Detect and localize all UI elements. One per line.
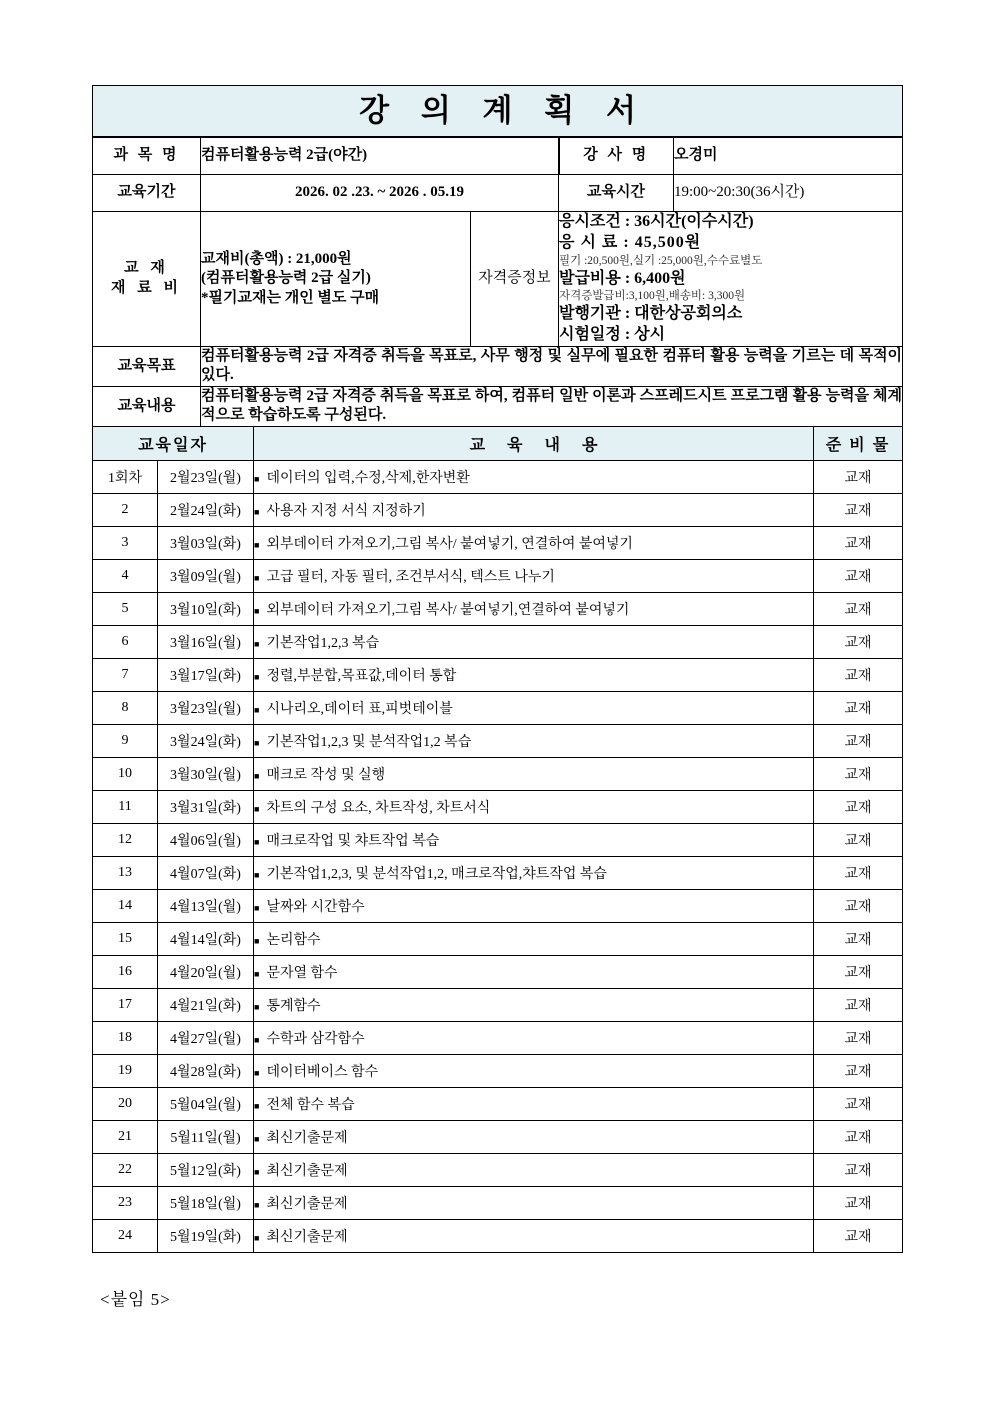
session-number: 22 bbox=[93, 1153, 158, 1186]
session-topic: 문자열 함수 bbox=[266, 965, 338, 981]
session-topic: 기본작업1,2,3 복습 bbox=[266, 635, 380, 651]
schedule-table bbox=[92, 426, 903, 1253]
syllabus-page bbox=[92, 85, 902, 1253]
session-prep: 교재 bbox=[814, 1219, 903, 1252]
session-prep: 교재 bbox=[814, 493, 903, 526]
session-date: 4월27일(월) bbox=[158, 1021, 254, 1054]
session-date: 4월28일(화) bbox=[158, 1054, 254, 1087]
session-number: 16 bbox=[93, 955, 158, 988]
cert-issue-cost: 발급비용 : 6,400원 bbox=[559, 269, 686, 287]
session-prep: 교재 bbox=[814, 691, 903, 724]
session-number: 3 bbox=[93, 526, 158, 559]
session-number: 8 bbox=[93, 691, 158, 724]
session-topic-cell bbox=[254, 1186, 814, 1219]
session-topic-cell bbox=[254, 922, 814, 955]
material-fee-label-line2: 재 료 비 bbox=[111, 279, 182, 296]
material-fee-line-2: (컴퓨터활용능력 2급 실기) bbox=[201, 270, 371, 287]
session-prep: 교재 bbox=[814, 790, 903, 823]
session-date: 3월31일(화) bbox=[158, 790, 254, 823]
session-topic-cell bbox=[254, 889, 814, 922]
session-topic: 외부데이터 가져오기,그림 복사/ 붙여넣기, 연결하여 붙여넣기 bbox=[266, 536, 633, 552]
session-topic-cell bbox=[254, 592, 814, 625]
bullet-icon: ■ bbox=[254, 1199, 260, 1210]
session-date: 3월16일(월) bbox=[158, 625, 254, 658]
table-row bbox=[93, 922, 903, 955]
session-topic: 기본작업1,2,3, 및 분석작업1,2, 매크로작업,챠트작업 복습 bbox=[266, 866, 607, 882]
bullet-icon: ■ bbox=[254, 539, 260, 550]
table-row bbox=[93, 724, 903, 757]
subject-instructor-row bbox=[93, 137, 903, 175]
session-prep: 교재 bbox=[814, 625, 903, 658]
session-topic-cell bbox=[254, 955, 814, 988]
table-row bbox=[93, 790, 903, 823]
table-row bbox=[93, 658, 903, 691]
material-cert-row bbox=[93, 212, 903, 347]
session-prep: 교재 bbox=[814, 526, 903, 559]
session-number: 23 bbox=[93, 1186, 158, 1219]
bullet-icon: ■ bbox=[254, 671, 260, 682]
session-topic-cell bbox=[254, 1153, 814, 1186]
bullet-icon: ■ bbox=[254, 737, 260, 748]
title-row bbox=[93, 86, 903, 138]
session-number: 20 bbox=[93, 1087, 158, 1120]
material-fee-label-line1: 교 재 bbox=[124, 260, 169, 277]
course-info-table bbox=[92, 85, 903, 427]
session-topic: 데이터의 입력,수정,삭제,한자변환 bbox=[266, 470, 470, 486]
session-prep: 교재 bbox=[814, 559, 903, 592]
material-fee-line-1: 교재비(총액) : 21,000원 bbox=[201, 250, 352, 267]
cert-exam-fee-detail: 필기 :20,500원,실기 :25,000원,수수료별도 bbox=[559, 254, 763, 267]
session-number: 24 bbox=[93, 1219, 158, 1252]
session-topic: 정렬,부분합,목표값,데이터 통합 bbox=[266, 668, 457, 684]
bullet-icon: ■ bbox=[254, 704, 260, 715]
session-prep: 교재 bbox=[814, 1054, 903, 1087]
bullet-icon: ■ bbox=[254, 803, 260, 814]
table-row bbox=[93, 988, 903, 1021]
page-title: 강 의 계 획 서 bbox=[359, 92, 648, 128]
schedule-header-content-label: 교 육 내 용 bbox=[469, 436, 607, 454]
session-topic: 전체 함수 복습 bbox=[266, 1097, 355, 1113]
bullet-icon: ■ bbox=[254, 1001, 260, 1012]
table-row bbox=[93, 1186, 903, 1219]
bullet-icon: ■ bbox=[254, 638, 260, 649]
session-number: 6 bbox=[93, 625, 158, 658]
session-prep: 교재 bbox=[814, 1021, 903, 1054]
session-number: 7 bbox=[93, 658, 158, 691]
education-content-label: 교육내용 bbox=[93, 386, 201, 426]
session-date: 3월03일(화) bbox=[158, 526, 254, 559]
session-topic: 최신기출문제 bbox=[266, 1163, 348, 1179]
session-prep: 교재 bbox=[814, 889, 903, 922]
session-topic-cell bbox=[254, 790, 814, 823]
session-number: 13 bbox=[93, 856, 158, 889]
session-date: 3월30일(월) bbox=[158, 757, 254, 790]
session-date: 4월14일(화) bbox=[158, 922, 254, 955]
schedule-header-date: 교육일자 bbox=[93, 426, 254, 460]
bullet-icon: ■ bbox=[254, 1133, 260, 1144]
session-date: 3월09일(월) bbox=[158, 559, 254, 592]
session-topic-cell bbox=[254, 493, 814, 526]
material-fee-value bbox=[201, 212, 471, 347]
table-row bbox=[93, 1219, 903, 1252]
bullet-icon: ■ bbox=[254, 572, 260, 583]
session-number: 19 bbox=[93, 1054, 158, 1087]
table-row bbox=[93, 1153, 903, 1186]
session-topic: 매크로 작성 및 실행 bbox=[266, 767, 386, 783]
session-date: 4월21일(화) bbox=[158, 988, 254, 1021]
time-value: 19:00~20:30(36시간) bbox=[674, 175, 903, 212]
bullet-icon: ■ bbox=[254, 605, 260, 616]
certificate-info-value bbox=[559, 212, 903, 347]
session-topic-cell bbox=[254, 1120, 814, 1153]
table-row bbox=[93, 757, 903, 790]
bullet-icon: ■ bbox=[254, 869, 260, 880]
session-date: 5월18일(월) bbox=[158, 1186, 254, 1219]
session-date: 3월10일(화) bbox=[158, 592, 254, 625]
session-topic: 수학과 삼각함수 bbox=[266, 1031, 365, 1047]
session-topic-cell bbox=[254, 625, 814, 658]
bullet-icon: ■ bbox=[254, 1232, 260, 1243]
table-row bbox=[93, 1021, 903, 1054]
schedule-header-row bbox=[93, 426, 903, 460]
bullet-icon: ■ bbox=[254, 506, 260, 517]
session-prep: 교재 bbox=[814, 988, 903, 1021]
bullet-icon: ■ bbox=[254, 1166, 260, 1177]
session-topic-cell bbox=[254, 757, 814, 790]
table-row bbox=[93, 823, 903, 856]
certificate-info-label: 자격증정보 bbox=[471, 212, 559, 347]
session-topic-cell bbox=[254, 658, 814, 691]
bullet-icon: ■ bbox=[254, 968, 260, 979]
instructor-value: 오경미 bbox=[674, 137, 903, 175]
cert-issue-cost-detail: 자격증발급비:3,100원,배송비: 3,300원 bbox=[559, 290, 746, 303]
education-goal-value: 컴퓨터활용능력 2급 자격증 취득을 목표로, 사무 행정 및 실무에 필요한 컴퓨터 활용 능력을 기르는 데 목적이 있다. bbox=[201, 346, 903, 386]
table-row bbox=[93, 691, 903, 724]
session-topic: 최신기출문제 bbox=[266, 1229, 348, 1245]
schedule-body bbox=[93, 460, 903, 1252]
session-topic: 시나리오,데이터 표,피벗테이블 bbox=[266, 701, 453, 717]
session-topic-cell bbox=[254, 724, 814, 757]
session-prep: 교재 bbox=[814, 955, 903, 988]
bullet-icon: ■ bbox=[254, 935, 260, 946]
session-number: 4 bbox=[93, 559, 158, 592]
session-topic: 차트의 구성 요소, 차트작성, 차트서식 bbox=[266, 800, 491, 816]
session-topic: 데이터베이스 함수 bbox=[266, 1064, 379, 1080]
session-prep: 교재 bbox=[814, 724, 903, 757]
bullet-icon: ■ bbox=[254, 1100, 260, 1111]
session-topic-cell bbox=[254, 1219, 814, 1252]
table-row bbox=[93, 526, 903, 559]
session-topic-cell bbox=[254, 823, 814, 856]
session-topic: 논리함수 bbox=[266, 932, 321, 948]
session-number: 1회차 bbox=[93, 460, 158, 493]
education-goal-row bbox=[93, 346, 903, 386]
session-topic: 기본작업1,2,3 및 분석작업1,2 복습 bbox=[266, 734, 472, 750]
session-prep: 교재 bbox=[814, 658, 903, 691]
subject-label: 과 목 명 bbox=[93, 137, 201, 175]
session-topic: 매크로작업 및 챠트작업 복습 bbox=[266, 833, 440, 849]
material-fee-line-3: *필기교재는 개인 별도 구매 bbox=[201, 289, 380, 306]
session-prep: 교재 bbox=[814, 1186, 903, 1219]
session-number: 18 bbox=[93, 1021, 158, 1054]
education-goal-label: 교육목표 bbox=[93, 346, 201, 386]
session-prep: 교재 bbox=[814, 460, 903, 493]
bullet-icon: ■ bbox=[254, 902, 260, 913]
session-prep: 교재 bbox=[814, 1087, 903, 1120]
session-prep: 교재 bbox=[814, 757, 903, 790]
cert-exam-condition: 응시조건 : 36시간(이수시간) bbox=[559, 213, 754, 230]
session-topic: 고급 필터, 자동 필터, 조건부서식, 텍스트 나누기 bbox=[266, 569, 555, 585]
session-topic-cell bbox=[254, 1087, 814, 1120]
bullet-icon: ■ bbox=[254, 836, 260, 847]
bullet-icon: ■ bbox=[254, 1067, 260, 1078]
education-content-value: 컴퓨터활용능력 2급 자격증 취득을 목표로 하여, 컴퓨터 일반 이론과 스프레드시트 프로그램 활용 능력을 체계적으로 학습하도록 구성된다. bbox=[201, 386, 903, 426]
session-topic: 외부데이터 가져오기,그림 복사/ 붙여넣기,연결하여 붙여넣기 bbox=[266, 602, 630, 618]
session-topic-cell bbox=[254, 559, 814, 592]
table-row bbox=[93, 625, 903, 658]
session-prep: 교재 bbox=[814, 1120, 903, 1153]
table-row bbox=[93, 559, 903, 592]
session-topic-cell bbox=[254, 691, 814, 724]
session-topic: 최신기출문제 bbox=[266, 1196, 348, 1212]
subject-value: 컴퓨터활용능력 2급(야간) bbox=[201, 137, 559, 175]
session-prep: 교재 bbox=[814, 1153, 903, 1186]
session-topic-cell bbox=[254, 1054, 814, 1087]
table-row bbox=[93, 955, 903, 988]
session-topic-cell bbox=[254, 856, 814, 889]
session-date: 4월06일(월) bbox=[158, 823, 254, 856]
session-topic: 통계함수 bbox=[266, 998, 321, 1014]
education-content-row bbox=[93, 386, 903, 426]
session-number: 15 bbox=[93, 922, 158, 955]
bullet-icon: ■ bbox=[254, 473, 260, 484]
cert-exam-fee: 응 시 료 : 45,500원 bbox=[559, 233, 702, 251]
session-topic-cell bbox=[254, 988, 814, 1021]
table-row bbox=[93, 493, 903, 526]
session-topic: 사용자 지정 서식 지정하기 bbox=[266, 503, 426, 519]
time-label: 교육시간 bbox=[559, 175, 674, 212]
bullet-icon: ■ bbox=[254, 1034, 260, 1045]
session-date: 4월07일(화) bbox=[158, 856, 254, 889]
session-date: 4월20일(월) bbox=[158, 955, 254, 988]
period-value: 2026. 02 .23. ~ 2026 . 05.19 bbox=[201, 175, 559, 212]
session-number: 9 bbox=[93, 724, 158, 757]
schedule-header-prep: 준 비 물 bbox=[814, 426, 903, 460]
session-date: 5월04일(월) bbox=[158, 1087, 254, 1120]
session-topic-cell bbox=[254, 526, 814, 559]
table-row bbox=[93, 889, 903, 922]
session-topic: 최신기출문제 bbox=[266, 1130, 348, 1146]
session-prep: 교재 bbox=[814, 592, 903, 625]
session-number: 11 bbox=[93, 790, 158, 823]
session-topic: 날짜와 시간함수 bbox=[266, 899, 365, 915]
table-row bbox=[93, 460, 903, 493]
bullet-icon: ■ bbox=[254, 770, 260, 781]
table-row bbox=[93, 1087, 903, 1120]
session-number: 5 bbox=[93, 592, 158, 625]
period-label: 교육기간 bbox=[93, 175, 201, 212]
session-number: 2 bbox=[93, 493, 158, 526]
session-date: 4월13일(월) bbox=[158, 889, 254, 922]
material-fee-label bbox=[93, 212, 201, 347]
table-row bbox=[93, 592, 903, 625]
footer-note: <붙임 5> bbox=[100, 1290, 171, 1309]
session-prep: 교재 bbox=[814, 856, 903, 889]
session-number: 10 bbox=[93, 757, 158, 790]
session-topic-cell bbox=[254, 460, 814, 493]
session-date: 3월17일(화) bbox=[158, 658, 254, 691]
session-date: 3월23일(월) bbox=[158, 691, 254, 724]
instructor-label: 강 사 명 bbox=[559, 137, 674, 175]
document-title-cell bbox=[93, 86, 903, 138]
session-number: 12 bbox=[93, 823, 158, 856]
session-date: 5월12일(화) bbox=[158, 1153, 254, 1186]
session-date: 2월23일(월) bbox=[158, 460, 254, 493]
session-date: 5월11일(월) bbox=[158, 1120, 254, 1153]
schedule-header-content bbox=[254, 426, 814, 460]
session-topic-cell bbox=[254, 1021, 814, 1054]
session-number: 17 bbox=[93, 988, 158, 1021]
session-date: 2월24일(화) bbox=[158, 493, 254, 526]
session-date: 5월19일(화) bbox=[158, 1219, 254, 1252]
session-number: 21 bbox=[93, 1120, 158, 1153]
period-time-row bbox=[93, 175, 903, 212]
cert-exam-schedule: 시험일정 : 상시 bbox=[559, 326, 666, 344]
table-row bbox=[93, 856, 903, 889]
cert-issuer: 발행기관 : 대한상공회의소 bbox=[559, 305, 743, 323]
session-number: 14 bbox=[93, 889, 158, 922]
session-prep: 교재 bbox=[814, 922, 903, 955]
table-row bbox=[93, 1054, 903, 1087]
session-date: 3월24일(화) bbox=[158, 724, 254, 757]
session-prep: 교재 bbox=[814, 823, 903, 856]
table-row bbox=[93, 1120, 903, 1153]
